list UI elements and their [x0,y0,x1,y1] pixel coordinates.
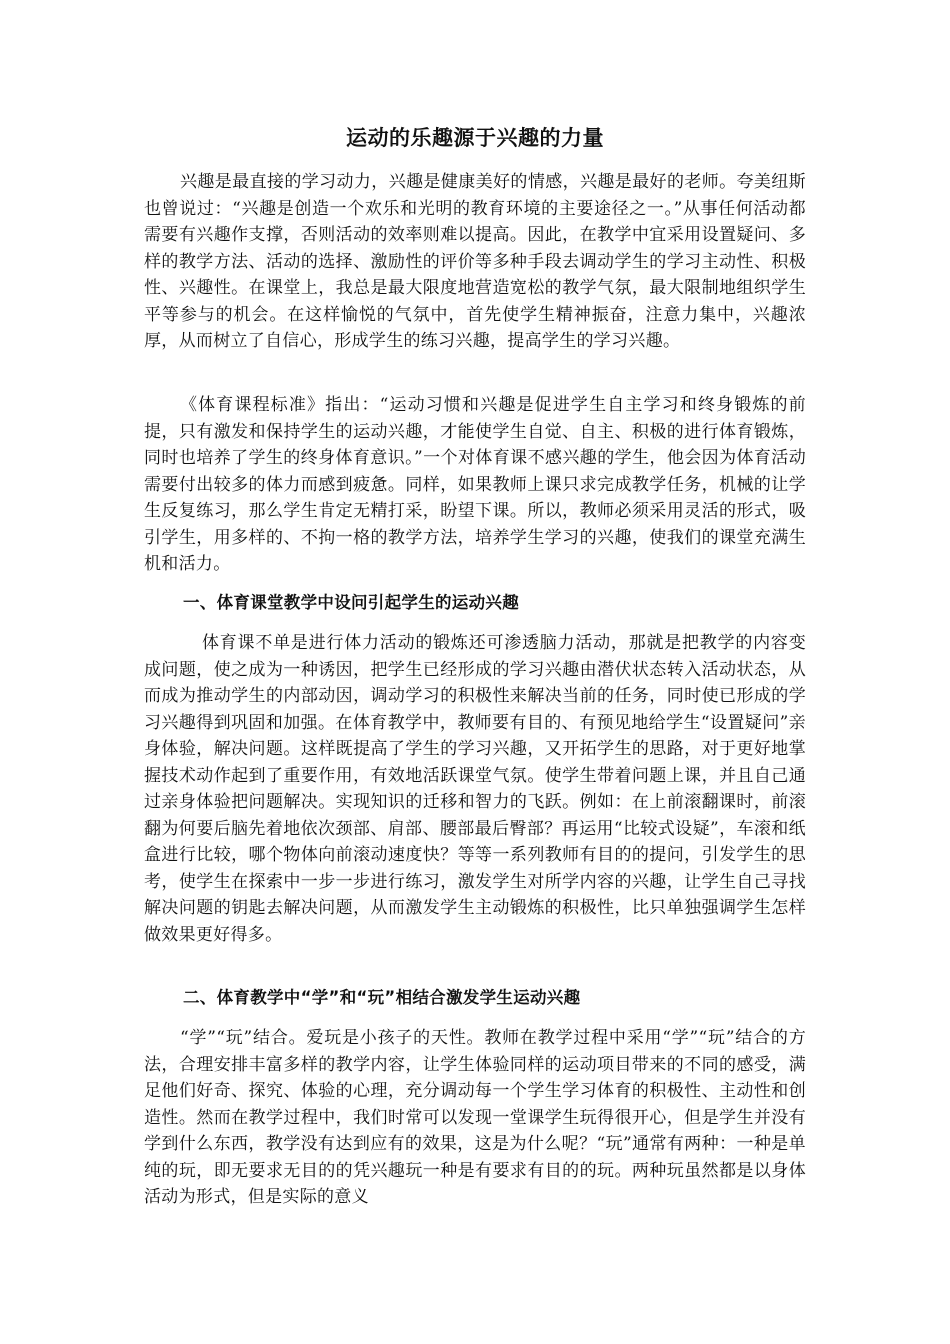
document-title: 运动的乐趣源于兴趣的力量 [346,126,604,150]
paragraph-curriculum-standard: 《体育课程标准》指出：“运动习惯和兴趣是促进学生自主学习和终身锻炼的前提，只有激发和保持学生的运动兴趣，才能使学生自觉、自主、积极的进行体育锻炼，同时也培养了学生的终身体育意识。”一个对体育课不感兴趣的学生，他会因为体育活动需要付出较多的体力而感到疲惫。同样，如果教师上课只求完成教学任务，机械的让学生反复练习，那么学生肯定无精打采，盼望下课。所以，教师必须采用灵活的形式，吸引学生，用多样的、不拘一格的教学方法，培养学生学习的兴趣，使我们的课堂充满生机和活力。 [144,395,806,574]
section-heading-2: 二、体育教学中“学”和“玩”相结合激发学生运动兴趣 [183,988,581,1007]
paragraph-interest-intro: 兴趣是最直接的学习动力，兴趣是健康美好的情感，兴趣是最好的老师。夸美纽斯也曾说过：“兴趣是创造一个欢乐和光明的教育环境的主要途径之一。”从事任何活动都需要有兴趣作支撑，否则活动的效率则难以提高。因此，在教学中宜采用设置疑问、多样的教学方法、活动的选择、激励性的评价等多种手段去调动学生的学习主动性、积极性、兴趣性。在课堂上，我总是最大限度地营造宽松的教学气氛，最大限制地组织学生平等参与的机会。在这样愉悦的气氛中，首先使学生精神振奋，注意力集中，兴趣浓厚，从而树立了自信心，形成学生的练习兴趣，提高学生的学习兴趣。 [144,172,806,351]
paragraph-learn-and-play: “学”“玩”结合。爱玩是小孩子的天性。教师在教学过程中采用“学”“玩”结合的方法，合理安排丰富多样的教学内容，让学生体验同样的运动项目带来的不同的感受，满足他们好奇、探究、体验的心理，充分调动每一个学生学习体育的积极性、主动性和创造性。然而在教学过程中，我们时常可以发现一堂课学生玩得很开心，但是学生并没有学到什么东西，教学没有达到应有的效果，这是为什么呢？“玩”通常有两种：一种是单纯的玩，即无要求无目的的凭兴趣玩一种是有要求有目的的玩。两种玩虽然都是以身体活动为形式，但是实际的意义 [144,1028,806,1207]
section-heading-1: 一、体育课堂教学中设问引起学生的运动兴趣 [183,593,519,612]
paragraph-questioning: 体育课不单是进行体力活动的锻炼还可渗透脑力活动，那就是把教学的内容变成问题，使之成为一种诱因，把学生已经形成的学习兴趣由潜伏状态转入活动状态，从而成为推动学生的内部动因，调动学习的积极性来解决当前的任务，同时使已形成的学习兴趣得到巩固和加强。在体育教学中，教师要有目的、有预见地给学生“设置疑问”亲身体验，解决问题。这样既提高了学生的学习兴趣，又开拓学生的思路，对于更好地掌握技术动作起到了重要作用，有效地活跃课堂气氛。使学生带着问题上课，并且自己通过亲身体验把问题解决。实现知识的迁移和智力的飞跃。例如：在上前滚翻课时，前滚翻为何要后脑先着地依次颈部、肩部、腰部最后臀部？再运用“比较式设疑”，车滚和纸盒进行比较，哪个物体向前滚动速度快？等等一系列教师有目的的提问，引发学生的思考，使学生在探索中一步一步进行练习，激发学生对所学内容的兴趣，让学生自己寻找解决问题的钥匙去解决问题，从而激发学生主动锻炼的积极性，比只单独强调学生怎样做效果更好得多。 [144,633,806,945]
